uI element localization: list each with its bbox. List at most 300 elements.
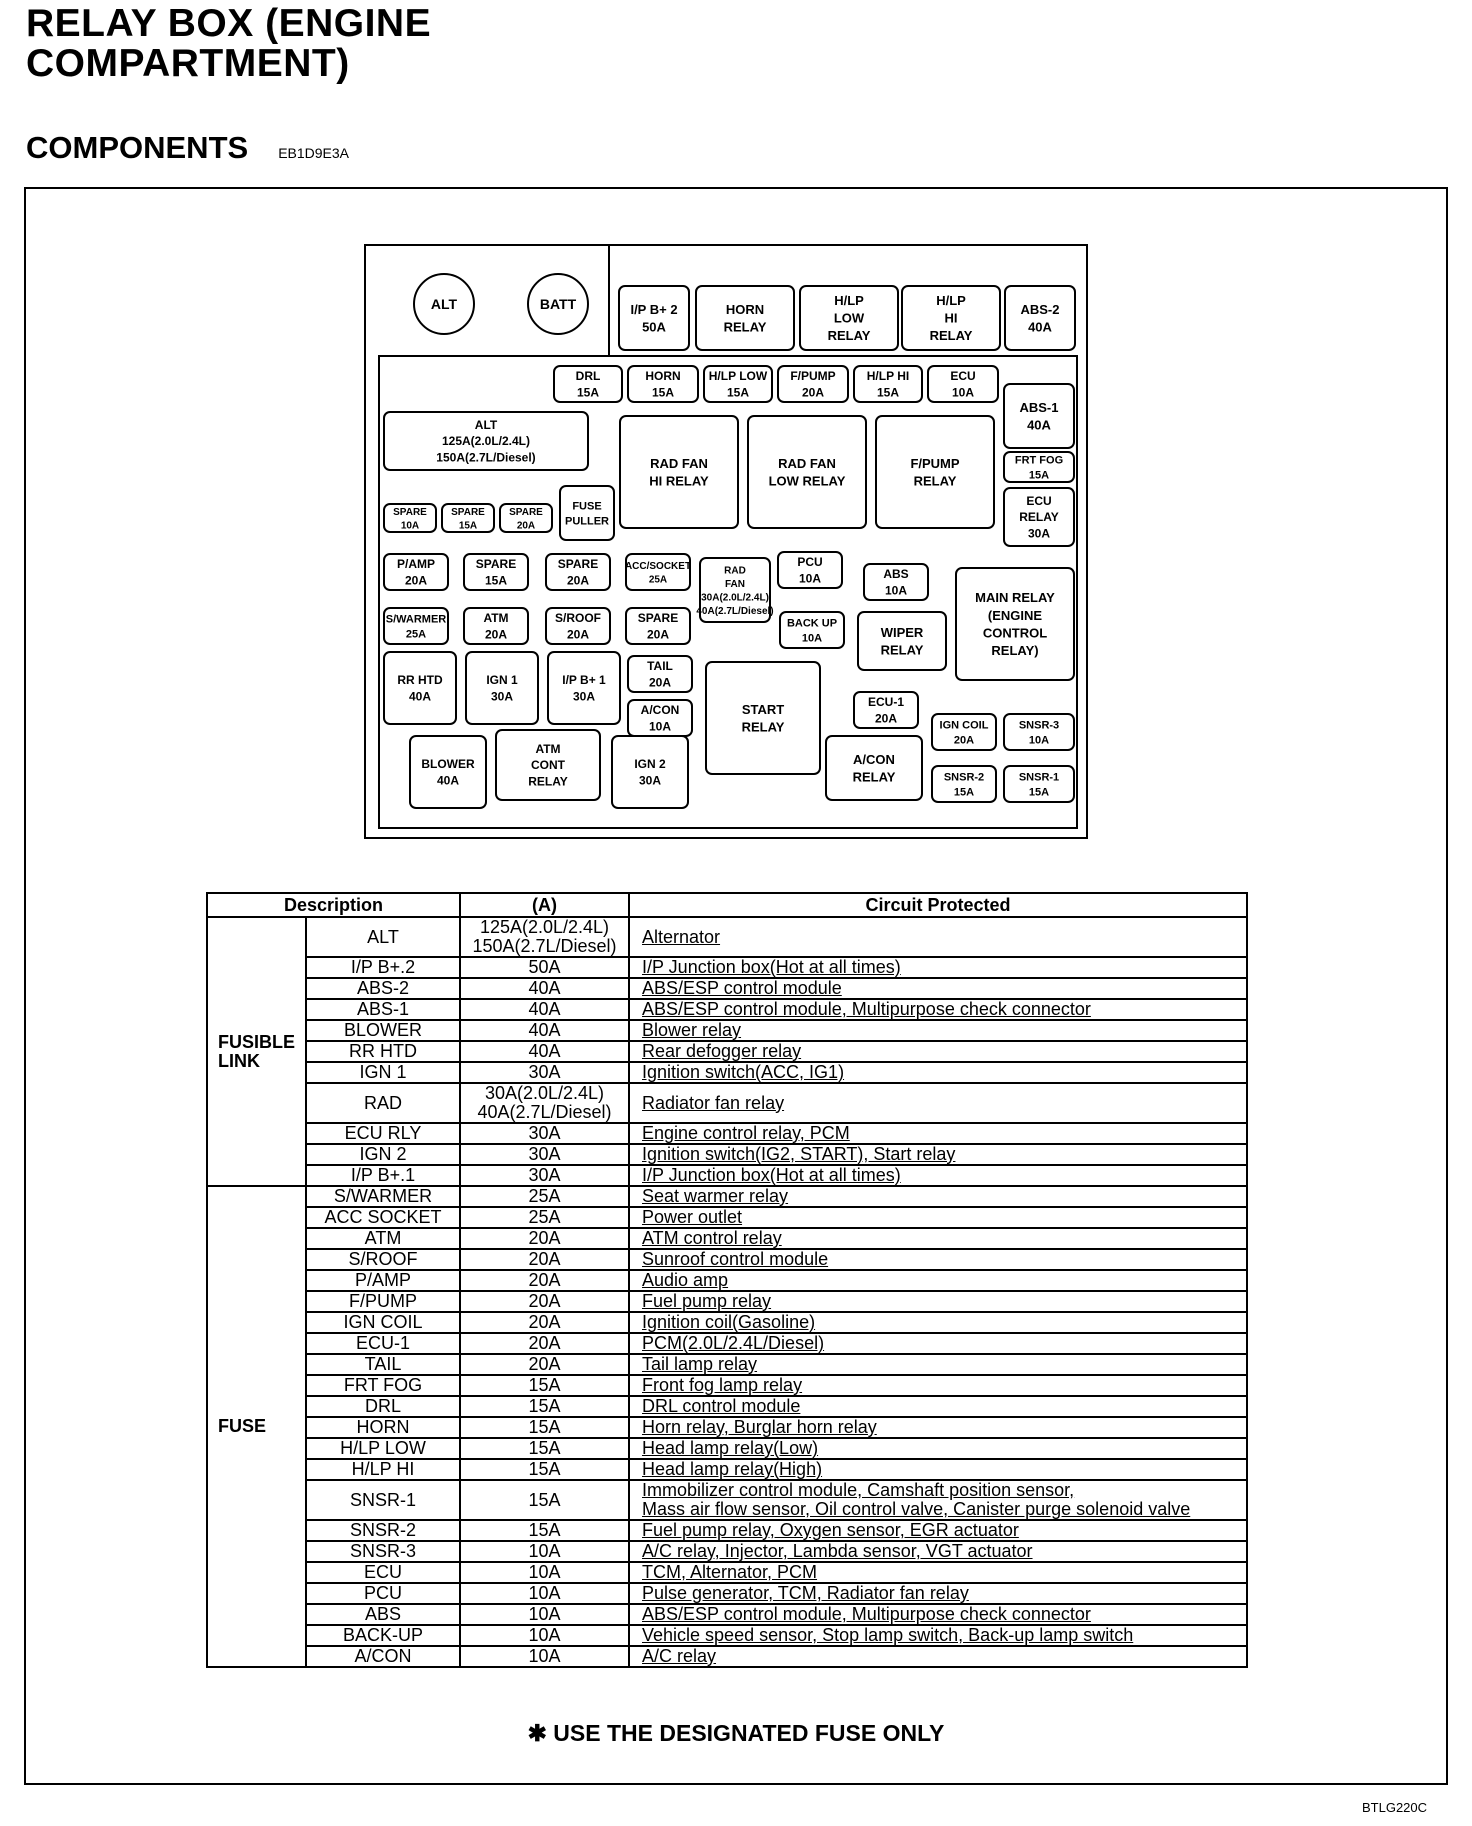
component-batt-circle — [528, 274, 588, 334]
fuse-amperage — [460, 1541, 629, 1562]
fuse-name: S/ROOF — [306, 1249, 460, 1270]
component-label: FAN — [725, 578, 745, 590]
component-label: PCU — [797, 555, 823, 570]
fuse-name: BLOWER — [306, 1020, 460, 1041]
circuit-line: ABS/ESP control module, Multipurpose check connector — [642, 1604, 1091, 1624]
component-label: ATM — [535, 742, 561, 756]
fuse-name: IGN 2 — [306, 1144, 460, 1165]
table-row — [207, 1625, 1247, 1646]
component-label: RAD FAN — [650, 455, 708, 471]
component-label: 15A — [953, 786, 975, 799]
amperage-line: 20A — [528, 1291, 561, 1311]
component-label: H/LP — [834, 293, 864, 308]
circuit-line: Blower relay — [642, 1020, 742, 1040]
component-label: 10A — [798, 571, 822, 586]
circuit-protected — [629, 1375, 1247, 1396]
table-row — [207, 917, 1247, 957]
component-outline — [748, 416, 866, 528]
component-label: 150A(2.7L/Diesel) — [436, 450, 536, 465]
header-circuit: Circuit Protected — [629, 893, 1247, 917]
component-spare-15a-2 — [464, 554, 528, 590]
component-ign-coil — [932, 714, 996, 750]
component-label: ECU-1 — [867, 695, 905, 710]
component-label: 15A — [876, 385, 900, 400]
component-label: LOW RELAY — [768, 473, 846, 489]
component-label: 10A — [951, 385, 975, 400]
fuse-amperage — [460, 1583, 629, 1604]
fuse-amperage — [460, 1249, 629, 1270]
component-label: RAD — [724, 565, 746, 577]
amperage-line: 20A — [528, 1354, 561, 1374]
relay-box-diagram — [364, 244, 1088, 839]
fuse-amperage — [460, 957, 629, 978]
fuse-name: DRL — [306, 1396, 460, 1417]
circuit-line: DRL control module — [642, 1396, 801, 1416]
component-label: 15A — [1028, 469, 1050, 482]
fuse-name: HORN — [306, 1417, 460, 1438]
component-ecu-fuse — [928, 366, 998, 402]
component-frt-fog — [1004, 452, 1074, 482]
component-label: 40A(2.7L/Diesel) — [696, 605, 774, 617]
component-label: 20A — [516, 520, 536, 532]
fuse-name: H/LP HI — [306, 1459, 460, 1480]
fuse-name: TAIL — [306, 1354, 460, 1375]
circuit-protected — [629, 1123, 1247, 1144]
component-label: RELAY — [741, 719, 785, 735]
fuse-amperage — [460, 1459, 629, 1480]
amperage-line: 30A — [528, 1165, 561, 1185]
component-label: ABS-2 — [1020, 301, 1060, 317]
component-outline — [466, 652, 538, 724]
component-label: S/ROOF — [554, 611, 602, 626]
component-blower — [410, 736, 486, 808]
component-label: 30A(2.0L/2.4L) — [701, 592, 769, 604]
amperage-line: 40A — [528, 1041, 561, 1061]
component-tail — [628, 656, 692, 692]
circuit-line: Engine control relay, PCM — [642, 1123, 850, 1143]
component-label: H/LP HI — [866, 369, 910, 384]
component-outline — [410, 736, 486, 808]
component-abs1 — [1004, 384, 1074, 448]
circuit-line: Radiator fan relay — [642, 1092, 785, 1113]
figure-code: BTLG220C — [1362, 1800, 1428, 1815]
fuse-amperage — [460, 1480, 629, 1520]
component-label: 10A — [884, 583, 908, 598]
amperage-line: 25A — [528, 1207, 561, 1227]
component-label: 25A — [648, 574, 668, 586]
fuse-name: H/LP LOW — [306, 1438, 460, 1459]
header-description: Description — [207, 893, 460, 917]
table-row — [207, 999, 1247, 1020]
circuit-line: Front fog lamp relay — [642, 1375, 803, 1395]
component-label: I/P B+ 1 — [562, 673, 606, 688]
component-label: 10A — [648, 719, 672, 734]
amperage-line: 10A — [528, 1562, 561, 1582]
component-label: SPARE — [451, 506, 485, 518]
amperage-line: 40A — [528, 1020, 561, 1040]
amperage-line: 20A — [528, 1270, 561, 1290]
fuse-amperage — [460, 1270, 629, 1291]
fuse-amperage — [460, 1123, 629, 1144]
component-alt-link — [384, 412, 588, 470]
group-label-line: LINK — [218, 1050, 260, 1071]
component-label: 10A — [1028, 734, 1050, 747]
table-row — [207, 1083, 1247, 1123]
component-label: RELAY) — [991, 642, 1039, 658]
fuse-name: FRT FOG — [306, 1375, 460, 1396]
fuse-amperage — [460, 1625, 629, 1646]
component-hlp-low-fuse — [704, 366, 772, 402]
component-label: 20A — [801, 385, 825, 400]
fuse-amperage — [460, 1062, 629, 1083]
component-ign2 — [612, 736, 688, 808]
component-label: RAD FAN — [778, 455, 836, 471]
fuse-amperage — [460, 1207, 629, 1228]
component-label: 15A — [1028, 786, 1050, 799]
component-label: BLOWER — [421, 757, 475, 772]
component-label: ABS-1 — [1019, 399, 1059, 415]
circuit-line: Ignition switch(IG2, START), Start relay — [642, 1144, 956, 1164]
component-abs-fuse — [864, 564, 928, 600]
circuit-protected — [629, 1020, 1247, 1041]
fuse-amperage — [460, 1333, 629, 1354]
component-label: FUSE — [572, 500, 602, 513]
fuse-name: P/AMP — [306, 1270, 460, 1291]
amperage-line: 10A — [528, 1625, 561, 1645]
section-code: EB1D9E3A — [278, 145, 350, 161]
fuse-name: IGN 1 — [306, 1062, 460, 1083]
fuse-amperage — [460, 1562, 629, 1583]
component-label: SNSR-2 — [943, 771, 985, 784]
component-atm-cont-relay — [496, 730, 600, 800]
table-row — [207, 1165, 1247, 1186]
component-backup — [780, 612, 844, 648]
circuit-line: PCM(2.0L/2.4L/Diesel) — [642, 1333, 825, 1353]
circuit-line: ATM control relay — [642, 1228, 782, 1248]
component-snsr1 — [1004, 766, 1074, 802]
table-row — [207, 1291, 1247, 1312]
fuse-amperage — [460, 1312, 629, 1333]
circuit-line: Ignition coil(Gasoline) — [642, 1312, 816, 1332]
component-label: SPARE — [557, 557, 599, 572]
component-label: PULLER — [565, 515, 609, 528]
fuse-amperage — [460, 1165, 629, 1186]
circuit-protected — [629, 1041, 1247, 1062]
fuse-amperage — [460, 999, 629, 1020]
amperage-line: 20A — [528, 1312, 561, 1332]
circuit-protected — [629, 1228, 1247, 1249]
table-row — [207, 1459, 1247, 1480]
circuit-line: ABS/ESP control module — [642, 978, 842, 998]
circuit-line: A/C relay, Injector, Lambda sensor, VGT actuator — [642, 1541, 1033, 1561]
fuse-name: IGN COIL — [306, 1312, 460, 1333]
component-outline — [560, 486, 614, 540]
component-label: LOW — [833, 310, 865, 326]
group-label-line: FUSE — [218, 1416, 267, 1436]
component-outline — [384, 652, 456, 724]
circuit-line: Seat warmer relay — [642, 1186, 789, 1206]
component-label: 40A — [1027, 417, 1051, 433]
component-alt-circle — [414, 274, 474, 334]
component-label: SPARE — [509, 506, 543, 518]
component-label: ECU — [950, 369, 976, 384]
component-label: 15A — [651, 385, 675, 400]
circuit-protected — [629, 1459, 1247, 1480]
circuit-line: Pulse generator, TCM, Radiator fan relay — [642, 1583, 969, 1603]
component-label: 40A — [408, 689, 432, 704]
fuse-name: ECU-1 — [306, 1333, 460, 1354]
table-row — [207, 1354, 1247, 1375]
fuse-name: ALT — [306, 917, 460, 957]
page-title — [26, 4, 431, 84]
table-row — [207, 1123, 1247, 1144]
component-label: RELAY — [1019, 510, 1059, 525]
amperage-line: 20A — [528, 1333, 561, 1353]
component-rad-fan-low-relay — [748, 416, 866, 528]
component-label: START — [741, 701, 785, 717]
component-acc-socket — [625, 554, 691, 590]
table-row — [207, 1438, 1247, 1459]
component-label: HORN — [725, 301, 765, 317]
table-row — [207, 1604, 1247, 1625]
component-label: SNSR-3 — [1018, 719, 1060, 732]
fuse-name: ATM — [306, 1228, 460, 1249]
circuit-protected — [629, 1562, 1247, 1583]
fuse-name: PCU — [306, 1583, 460, 1604]
amperage-line: 15A — [528, 1417, 561, 1437]
component-outline — [1005, 286, 1075, 350]
component-label: S/WARMER — [385, 613, 447, 626]
component-label: BACK UP — [786, 617, 838, 630]
component-label: H/LP — [936, 293, 966, 308]
amperage-line: 15A — [528, 1396, 561, 1416]
component-label: 10A — [400, 520, 420, 532]
fuse-amperage — [460, 1186, 629, 1207]
amperage-line: 15A — [528, 1375, 561, 1395]
amperage-line: 30A — [528, 1062, 561, 1082]
relay-box-layout — [366, 246, 1090, 841]
component-label: IGN 1 — [486, 673, 518, 688]
circuit-line: Horn relay, Burglar horn relay — [642, 1417, 877, 1437]
component-acon-fuse — [628, 700, 692, 736]
component-label: ALT — [474, 418, 498, 432]
component-label: 20A — [646, 627, 670, 642]
circuit-protected — [629, 1312, 1247, 1333]
table-row — [207, 1020, 1247, 1041]
circuit-protected — [629, 1291, 1247, 1312]
component-swarmer — [384, 608, 448, 644]
component-hlp-hi-relay — [902, 286, 1000, 350]
component-spare-20a-3 — [626, 608, 690, 644]
amperage-line: 15A — [528, 1520, 561, 1540]
circuit-protected — [629, 1270, 1247, 1291]
component-abs2 — [1005, 286, 1075, 350]
component-label: 15A — [458, 520, 478, 532]
section-title: COMPONENTS — [26, 130, 249, 165]
circuit-protected — [629, 1186, 1247, 1207]
component-spare-15a — [442, 504, 494, 532]
component-label: 30A — [638, 773, 662, 788]
fuse-name: I/P B+.2 — [306, 957, 460, 978]
component-fuse-puller — [560, 486, 614, 540]
component-label: TAIL — [647, 659, 673, 674]
section-heading — [26, 130, 349, 166]
component-rad-fan — [696, 558, 773, 622]
amperage-line: 25A — [528, 1186, 561, 1206]
circuit-protected — [629, 978, 1247, 999]
component-label: CONTROL — [982, 625, 1048, 641]
component-label: 20A — [404, 573, 428, 588]
circuit-protected — [629, 1396, 1247, 1417]
table-row — [207, 1333, 1247, 1354]
component-horn-relay — [696, 286, 794, 350]
amperage-line: 40A — [528, 978, 561, 998]
table-row — [207, 957, 1247, 978]
circuit-protected — [629, 1165, 1247, 1186]
component-label: 15A — [726, 385, 750, 400]
fuse-name: RAD — [306, 1083, 460, 1123]
circuit-protected — [629, 1249, 1247, 1270]
fuse-amperage — [460, 1375, 629, 1396]
component-label: MAIN RELAY — [975, 590, 1055, 606]
component-label: SPARE — [475, 557, 517, 572]
circuit-line: I/P Junction box(Hot at all times) — [642, 957, 901, 977]
table-body — [207, 917, 1247, 1667]
table-row — [207, 1312, 1247, 1333]
component-label: 30A — [572, 689, 596, 704]
table-row — [207, 1144, 1247, 1165]
circuit-protected — [629, 1417, 1247, 1438]
amperage-line: 10A — [528, 1583, 561, 1603]
component-label: 30A — [490, 689, 514, 704]
amperage-line: 10A — [528, 1541, 561, 1561]
amperage-line: 15A — [528, 1438, 561, 1458]
table-row — [207, 1583, 1247, 1604]
circuit-line: Fuel pump relay, Oxygen sensor, EGR actuator — [642, 1520, 1019, 1540]
component-label: 20A — [566, 573, 590, 588]
circuit-line: Fuel pump relay — [642, 1291, 772, 1311]
circuit-line: Tail lamp relay — [642, 1354, 758, 1374]
component-label: HI RELAY — [649, 473, 709, 489]
component-label: 20A — [566, 627, 590, 642]
circuit-line: TCM, Alternator, PCM — [642, 1562, 818, 1582]
table-header-row — [207, 893, 1247, 917]
group-label — [207, 1186, 306, 1667]
component-label: CONT — [531, 758, 565, 773]
fuse-warning-note: ✱ USE THE DESIGNATED FUSE ONLY — [527, 1720, 945, 1746]
circuit-line: Vehicle speed sensor, Stop lamp switch, Back-up lamp switch — [642, 1625, 1134, 1645]
component-label: I/P B+ 2 — [630, 301, 678, 317]
component-label: 15A — [576, 385, 600, 400]
circuit-protected — [629, 1083, 1247, 1123]
fuse-name: ECU — [306, 1562, 460, 1583]
amperage-line: 150A(2.7L/Diesel) — [472, 936, 617, 956]
component-wiper-relay — [858, 612, 946, 670]
fuse-name: S/WARMER — [306, 1186, 460, 1207]
component-main-relay — [956, 568, 1074, 680]
circuit-protected — [629, 999, 1247, 1020]
circuit-protected — [629, 1207, 1247, 1228]
component-label: WIPER — [880, 624, 924, 640]
component-label: 20A — [953, 734, 975, 747]
component-label: (ENGINE — [987, 607, 1043, 623]
amperage-line: 40A — [528, 999, 561, 1019]
component-hlp-low-relay — [800, 286, 898, 350]
circuit-protected — [629, 1583, 1247, 1604]
component-label: SNSR-1 — [1018, 771, 1060, 784]
fuse-amperage — [460, 1438, 629, 1459]
fuse-name: ECU RLY — [306, 1123, 460, 1144]
fuse-amperage — [460, 917, 629, 957]
component-label: ALT — [430, 295, 458, 312]
component-outline — [706, 662, 820, 774]
component-spare-10a — [384, 504, 436, 532]
fuse-name: ABS-1 — [306, 999, 460, 1020]
circuit-protected — [629, 1541, 1247, 1562]
component-rad-fan-hi-relay — [620, 416, 738, 528]
circuit-protected — [629, 1144, 1247, 1165]
fuse-name: SNSR-2 — [306, 1520, 460, 1541]
fuse-name: RR HTD — [306, 1041, 460, 1062]
component-label: ABS — [883, 567, 909, 582]
component-acon-relay — [826, 736, 922, 800]
component-fpump-fuse — [778, 366, 848, 402]
component-outline — [858, 612, 946, 670]
circuit-line: Power outlet — [642, 1207, 743, 1227]
component-ipb1 — [548, 652, 620, 724]
fuse-amperage — [460, 1228, 629, 1249]
component-pamp — [384, 554, 448, 590]
amperage-line: 15A — [528, 1459, 561, 1479]
component-ecu-relay — [1004, 488, 1074, 546]
component-label: ECU — [1026, 494, 1052, 508]
component-label: HORN — [645, 369, 681, 384]
component-label: ACC/SOCKET — [624, 560, 692, 572]
circuit-protected — [629, 957, 1247, 978]
component-label: 20A — [874, 711, 898, 726]
table-row — [207, 1417, 1247, 1438]
component-label: RELAY — [929, 328, 973, 344]
component-label: RELAY — [827, 328, 871, 344]
component-label: IGN 2 — [634, 757, 666, 772]
component-outline — [826, 736, 922, 800]
group-label-line: FUSIBLE — [218, 1031, 296, 1052]
circuit-line: A/C relay — [642, 1646, 717, 1666]
amperage-line: 50A — [528, 957, 561, 977]
fuse-amperage — [460, 1144, 629, 1165]
component-label: 20A — [648, 675, 672, 690]
component-snsr2 — [932, 766, 996, 802]
component-sroof — [546, 608, 610, 644]
component-label: RR HTD — [397, 673, 443, 688]
title-line-1: RELAY BOX (ENGINE — [26, 2, 432, 45]
amperage-line: 30A — [528, 1144, 561, 1164]
title-line-2: COMPARTMENT) — [26, 42, 350, 85]
component-outline — [619, 286, 689, 350]
header-amperage: (A) — [460, 893, 629, 917]
table-row — [207, 1249, 1247, 1270]
table-row — [207, 1186, 1247, 1207]
table-row — [207, 1480, 1247, 1520]
table-row — [207, 1541, 1247, 1562]
fuse-name: F/PUMP — [306, 1291, 460, 1312]
circuit-line: Head lamp relay(High) — [642, 1459, 823, 1479]
fuse-name: SNSR-3 — [306, 1541, 460, 1562]
circuit-protected — [629, 1333, 1247, 1354]
component-ipb2 — [619, 286, 689, 350]
component-rr-htd — [384, 652, 456, 724]
circuit-line: I/P Junction box(Hot at all times) — [642, 1165, 901, 1185]
